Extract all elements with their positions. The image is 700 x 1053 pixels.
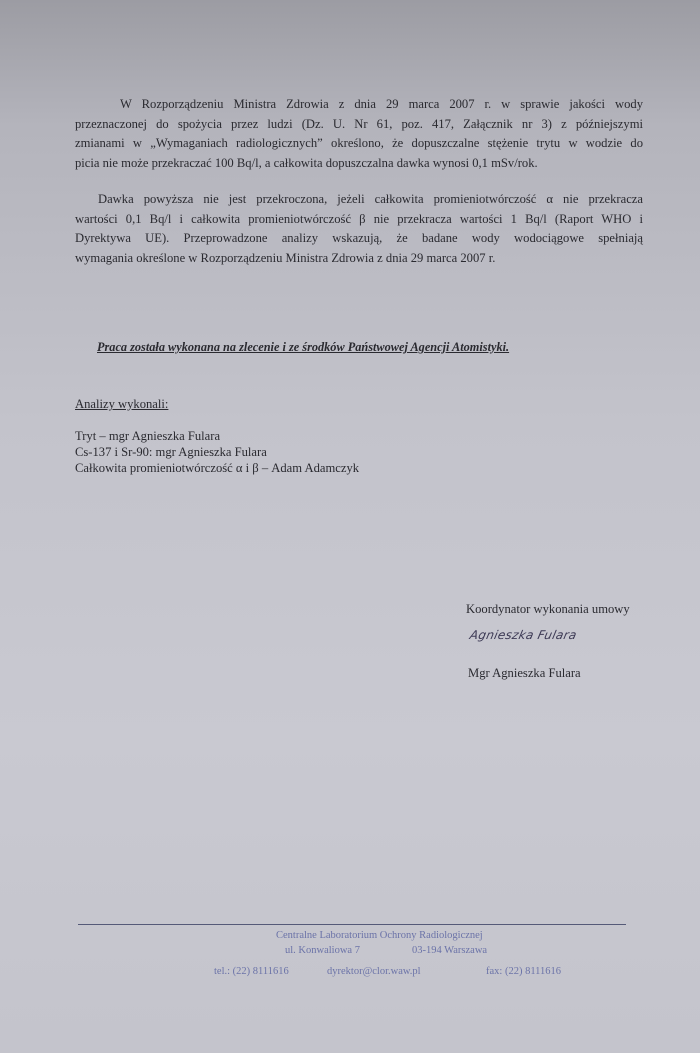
analyst-item: Cs-137 i Sr-90: mgr Agnieszka Fulara xyxy=(75,445,267,459)
paragraph-line: zmianami w „Wymaganiach radiologicznych” określono, że dopuszczalne stężenie trytu w wodzie do xyxy=(75,136,643,151)
handwritten-signature: Agnieszka Fulara xyxy=(468,628,579,642)
paragraph-line: wartości 0,1 Bq/l i całkowita promieniotwórczość β nie przekracza wartości 1 Bq/l (Raport WHO i xyxy=(75,211,643,226)
analyst-item: Tryt – mgr Agnieszka Fulara xyxy=(75,429,221,443)
analyses-heading: Analizy wykonali: xyxy=(75,397,169,411)
coordinator-role: Koordynator wykonania umowy xyxy=(466,602,630,616)
footer-phone: tel.: (22) 8111616 xyxy=(214,966,289,977)
paragraph-line: picia nie może przekraczać 100 Bq/l, a całkowita dopuszczalna dawka wynosi 0,1 mSv/rok. xyxy=(75,155,538,170)
footer-divider xyxy=(78,924,626,925)
paragraph-line: W Rozporządzeniu Ministra Zdrowia z dnia 29 marca 2007 r. w sprawie jakości wody xyxy=(120,97,643,111)
coordinator-name: Mgr Agnieszka Fulara xyxy=(468,666,581,680)
footer-institution: Centralne Laboratorium Ochrony Radiologicznej xyxy=(276,930,483,941)
funding-note: Praca została wykonana na zlecenie i ze środków Państwowej Agencji Atomistyki. xyxy=(97,340,510,354)
paragraph-line: Dyrektywa UE). Przeprowadzone analizy wskazują, że badane wody wodociągowe spełniają xyxy=(75,231,643,246)
paragraph-regulation xyxy=(75,95,643,173)
footer-street: ul. Konwaliowa 7 xyxy=(285,945,360,956)
footer-fax: fax: (22) 8111616 xyxy=(486,966,562,977)
paragraph-dose xyxy=(75,190,643,268)
paragraph-line: przeznaczonej do spożycia przez ludzi (Dz. U. Nr 61, poz. 417, Załącznik nr 3) z późniejszymi xyxy=(75,116,643,131)
paragraph-line: Dawka powyższa nie jest przekroczona, jeżeli całkowita promieniotwórczość α nie przekracza xyxy=(98,192,643,206)
footer-city: 03-194 Warszawa xyxy=(412,945,488,956)
paragraph-line: wymagania określone w Rozporządzeniu Ministra Zdrowia z dnia 29 marca 2007 r. xyxy=(75,250,496,265)
footer-email: dyrektor@clor.waw.pl xyxy=(327,966,421,977)
analyst-item: Całkowita promieniotwórczość α i β – Adam Adamczyk xyxy=(75,461,360,475)
